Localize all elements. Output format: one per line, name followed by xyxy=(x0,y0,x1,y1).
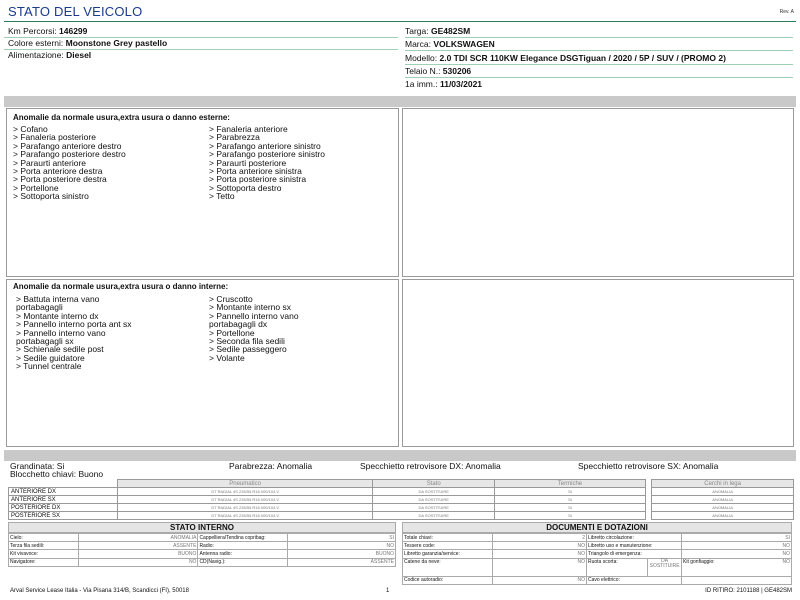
chassis-value: 530206 xyxy=(442,66,472,76)
table-row: ANTERIORE DX GT RADIAL 4S 235/55 R18 000/104 V DA SOSTITUIRE SI ANOMALIA xyxy=(9,488,794,496)
internal-damage-list-2 xyxy=(209,295,397,362)
external-damage-title: Anomalie da normale usura,extra usura o danno esterne: xyxy=(13,113,230,122)
list-item: portabagagli xyxy=(16,302,63,313)
table-row: Navigatore: NO CD(Navig.): ASSENTE xyxy=(10,559,394,566)
section-band-top xyxy=(4,96,796,107)
list-item: > Parafango anteriore sinistro xyxy=(209,140,321,151)
list-item: > Parafango anteriore destro xyxy=(13,140,122,151)
list-item: > Volante xyxy=(209,352,245,363)
mirror-sx-status: Specchietto retrovisore SX: Anomalia xyxy=(578,461,719,471)
external-damage-list-2 xyxy=(209,125,397,201)
windshield-status: Parabrezza: Anomalia xyxy=(229,461,313,471)
mirror-dx-status: Specchietto retrovisore DX: Anomalia xyxy=(360,461,501,471)
list-item: > Schienale sedile post xyxy=(16,344,104,355)
list-item: > Sedile guidatore xyxy=(16,352,85,363)
list-item: > Portellone xyxy=(209,327,255,338)
internal-damage-panel xyxy=(6,279,399,447)
list-item: > Pannello interno vano xyxy=(209,310,299,321)
registration-row: 1a imm.: 11/03/2021 xyxy=(405,79,483,89)
list-item: > Seconda fila sedili xyxy=(209,336,285,347)
footer-company: Arval Service Lease Italia - Via Pisana 314/B, Scandicci (FI), 50018 xyxy=(10,588,189,594)
table-row: Libretto garanzia/service: NO Triangolo di emergenza: NO xyxy=(404,550,790,557)
list-item: > Tunnel centrale xyxy=(16,361,82,372)
hail-status: Grandinata: Si xyxy=(10,461,65,471)
model-row: Modello: 2.0 TDI SCR 110KW Elegance DSGTiguan / 2020 / 5P / SUV / (PROMO 2) xyxy=(405,53,726,63)
table-row: Tessere code: NO Libretto uso e manutenzione: NO xyxy=(404,542,790,549)
external-damage-list-1 xyxy=(13,125,208,201)
list-item: > Portellone xyxy=(13,182,59,193)
state-header: Stato xyxy=(373,480,495,488)
brand-value: VOLKSWAGEN xyxy=(433,39,495,49)
list-item: > Pannello interno vano xyxy=(16,327,106,338)
list-item: > Porta posteriore destra xyxy=(13,174,107,185)
list-item: > Porta anteriore sinistra xyxy=(209,166,302,177)
header-divider xyxy=(4,21,796,22)
list-item: > Cruscotto xyxy=(209,294,253,304)
internal-damage-list-1 xyxy=(16,295,211,371)
color-row: Colore esterni: Moonstone Grey pastello xyxy=(8,38,168,48)
tyre-table xyxy=(8,479,794,520)
list-item: > Porta anteriore destra xyxy=(13,166,103,177)
table-row: Totale chiavi: 2 Libretto circolazione: SI xyxy=(404,534,790,541)
list-item: > Sottoporta sinistro xyxy=(13,191,89,202)
documents-table xyxy=(402,533,792,585)
table-row: Cielo: ANOMALIA Cappelliera/Tendina copribag: SI xyxy=(10,534,394,541)
external-damage-panel xyxy=(6,108,399,277)
list-item: portabagagli dx xyxy=(209,319,268,330)
list-item: > Cofano xyxy=(13,124,48,134)
winter-header: Termiche xyxy=(495,480,645,488)
internal-damage-title: Anomalie da normale usura,extra usura o danno interne: xyxy=(13,282,229,291)
table-row: ANTERIORE SX GT RADIAL 4S 235/55 R18 000/104 V DA SOSTITUIRE SI ANOMALIA xyxy=(9,496,794,504)
rims-header: Cerchi in lega xyxy=(652,480,794,488)
list-item: portabagagli sx xyxy=(16,336,74,347)
tyre-header: Pneumatico xyxy=(118,480,373,488)
footer-ritiro-id: ID RITIRO: 2101188 | GE482SM xyxy=(705,588,792,594)
list-item: > Paraurti anteriore xyxy=(13,157,86,168)
color-value: Moonstone Grey pastello xyxy=(65,38,168,48)
table-row: POSTERIORE DX GT RADIAL 4S 235/55 R18 000/104 V DA SOSTITUIRE SI ANOMALIA xyxy=(9,504,794,512)
list-item: > Tetto xyxy=(209,191,235,202)
list-item: > Parafango posteriore destro xyxy=(13,149,126,160)
footer-page: 1 xyxy=(386,588,390,594)
km-row: Km Percorsi: 146299 xyxy=(8,26,88,36)
table-row: Catene da neve: NO Ruota scorta: DA SOSTITUIRE Kit gonfiaggio: NO xyxy=(403,558,792,576)
vehicle-info-right xyxy=(405,26,793,90)
key-block-status: Blocchetto chiavi: Buono xyxy=(10,469,104,479)
plate-row: Targa: GE482SM xyxy=(405,26,471,36)
registration-value: 11/03/2021 xyxy=(439,79,483,89)
plate-value: GE482SM xyxy=(431,26,471,36)
fuel-value: Diesel xyxy=(66,50,92,60)
list-item: > Fanaleria posteriore xyxy=(13,132,96,143)
interior-state-title: STATO INTERNO xyxy=(8,522,396,533)
brand-row: Marca: VOLKSWAGEN xyxy=(405,39,495,49)
model-value: 2.0 TDI SCR 110KW Elegance DSGTiguan / 2020 / 5P / SUV / (PROMO 2) xyxy=(439,53,726,63)
table-row: Terza fila sedili: ASSENTE Radio: NO xyxy=(10,542,394,549)
list-item: > Montante interno sx xyxy=(209,302,291,313)
list-item: > Fanaleria anteriore xyxy=(209,124,288,134)
documents-title: DOCUMENTI E DOTAZIONI xyxy=(402,522,792,533)
table-row: POSTERIORE SX GT RADIAL 4S 235/55 R18 000/104 V DA SOSTITUIRE SI ANOMALIA xyxy=(9,512,794,520)
fuel-row: Alimentazione: Diesel xyxy=(8,50,92,60)
list-item: > Battuta interna vano xyxy=(16,294,100,304)
external-photo-panel xyxy=(402,108,794,277)
km-value: 146299 xyxy=(59,26,88,36)
list-item: > Sedile passeggero xyxy=(209,344,287,355)
list-item: > Parafango posteriore sinistro xyxy=(209,149,325,160)
list-item: > Paraurti posteriore xyxy=(209,157,287,168)
internal-photo-panel xyxy=(402,279,794,447)
table-row: Kit vivavoce: BUONO Antenna radio: BUONO xyxy=(10,550,394,557)
list-item: > Porta posteriore sinistra xyxy=(209,174,307,185)
list-item: > Montante interno dx xyxy=(16,310,99,321)
list-item: > Pannello interno porta ant sx xyxy=(16,319,132,330)
section-band-mid xyxy=(4,450,796,461)
list-item: > Sottoporta destro xyxy=(209,182,282,193)
table-row: Codice autoradio: NO Cavo elettrico: xyxy=(403,576,792,584)
chassis-row: Telaio N.: 530206 xyxy=(405,66,472,76)
page-title: STATO DEL VEICOLO xyxy=(8,4,143,19)
vehicle-info-left xyxy=(8,26,398,61)
revision-label: Rev. A xyxy=(779,9,794,15)
list-item: > Parabrezza xyxy=(209,132,260,143)
interior-state-table xyxy=(8,533,396,567)
